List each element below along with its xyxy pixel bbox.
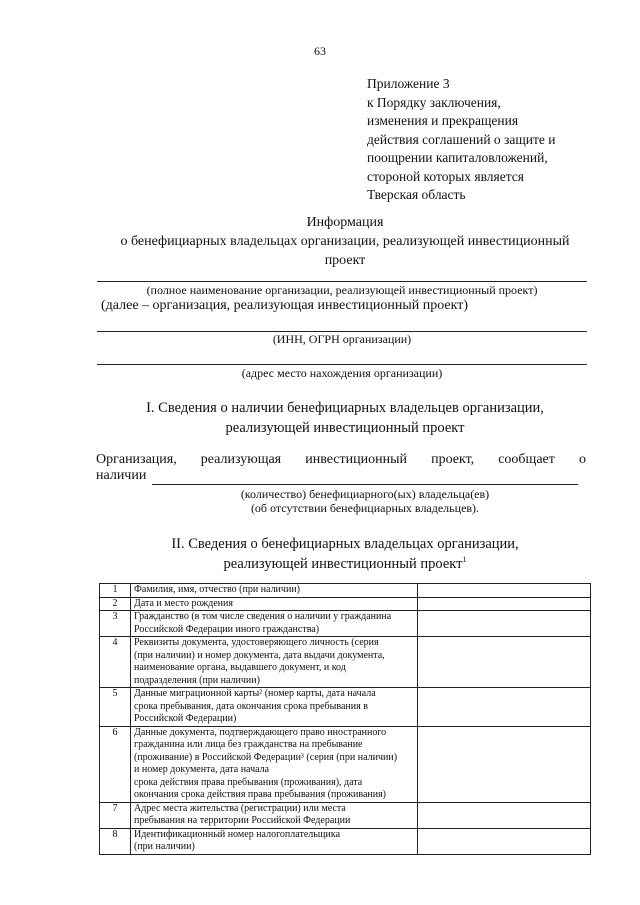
row-label-line: Адрес места жительства (регистрации) или места	[134, 802, 346, 814]
row-label-line: (проживание) в Российской Федерации³ (серия (при наличии)	[134, 751, 398, 763]
row-label-line: Гражданство (в том числе сведения о наличии у гражданина	[134, 611, 392, 622]
row-label	[131, 611, 418, 637]
section2-line: II. Сведения о бенефициарных владельцах организации,	[171, 536, 519, 552]
para-word: Организация,	[96, 452, 177, 467]
table-row	[100, 584, 591, 598]
row-number: 5	[100, 688, 131, 727]
paragraph-line2	[96, 468, 586, 488]
section2-heading	[90, 534, 600, 574]
row-label	[131, 726, 418, 802]
row-label-line: Фамилия, имя, отчество (при наличии)	[134, 584, 300, 595]
row-label-line: (при наличии)	[134, 841, 195, 852]
row-label-line: Дата и место рождения	[134, 597, 233, 609]
row-value-cell[interactable]	[418, 597, 591, 611]
row-value-cell[interactable]	[418, 688, 591, 727]
row-number: 8	[100, 828, 131, 854]
table-row	[100, 611, 591, 637]
appendix-line: поощрении капиталовложений,	[367, 150, 548, 165]
row-label	[131, 584, 418, 598]
row-label-line: наименование органа, выдавшего документ, и код	[134, 662, 346, 673]
row-label-line: Данные миграционной карты² (номер карты, дата начала	[134, 688, 376, 699]
row-label-line: Реквизиты документа, удостоверяющего личность (серия	[134, 637, 379, 648]
row-label-line: срока действия права пребывания (проживания), дата	[134, 776, 363, 788]
row-label	[131, 802, 418, 828]
row-number: 7	[100, 802, 131, 828]
table-row	[100, 637, 591, 688]
appendix-line: действия соглашений о защите и	[367, 131, 556, 147]
paragraph	[96, 452, 586, 488]
footnote-mark: 1	[462, 555, 467, 565]
beneficiary-table	[99, 583, 591, 855]
section1-heading	[90, 398, 600, 438]
para-word: сообщает	[498, 452, 555, 467]
table-row	[100, 802, 591, 828]
row-label-line: срока пребывания, дата окончания срока пребывания в	[134, 700, 368, 712]
row-number: 4	[100, 637, 131, 688]
para-word: проект,	[431, 452, 475, 467]
appendix-line: к Порядку заключения,	[367, 94, 501, 110]
para-word: о	[578, 452, 586, 467]
para-word: инвестиционный	[305, 452, 407, 467]
para-word: реализующая	[200, 452, 282, 467]
section2-line-text: реализующей инвестиционный проект	[223, 556, 463, 572]
org-name-line	[97, 281, 587, 282]
row-label-line: гражданина или лица без гражданства на пребывание	[134, 739, 363, 750]
row-number: 2	[100, 597, 131, 611]
row-label	[131, 597, 418, 611]
row-number: 3	[100, 611, 131, 637]
page-number: 63	[314, 44, 326, 58]
row-value-cell[interactable]	[418, 637, 591, 688]
table-row	[100, 828, 591, 854]
row-value-cell[interactable]	[418, 584, 591, 598]
title-line: о бенефициарных владельцах организации, реализующей инвестиционный	[120, 234, 570, 249]
appendix-line: изменения и прекращения	[367, 113, 519, 128]
appendix-line: Тверская область	[367, 187, 466, 202]
row-label-line: пребывания на территории Российской Федерации	[134, 815, 351, 826]
address-line	[97, 364, 587, 365]
count-caption: (количество) бенефициарного(ых) владельца(ев)	[240, 487, 490, 501]
para-prefix: наличии	[96, 468, 147, 483]
row-label-line: и номер документа, дата начала	[134, 764, 270, 775]
section1-line: реализующей инвестиционный проект	[225, 420, 465, 436]
row-label	[131, 637, 418, 688]
row-label	[131, 828, 418, 854]
appendix-line: стороной которых является	[367, 168, 525, 184]
table-row	[100, 597, 591, 611]
row-label	[131, 688, 418, 727]
org-short-text: (далее – организация, реализующая инвестиционный проект)	[101, 298, 469, 313]
appendix-block	[367, 75, 555, 205]
row-label-line: Данные документа, подтверждающего право иностранного	[134, 726, 387, 738]
row-value-cell[interactable]	[418, 726, 591, 802]
address-caption: (адрес место нахождения организации)	[241, 366, 443, 380]
document-title	[90, 213, 600, 270]
count-line	[152, 484, 578, 485]
absence-caption: (об отсутствии бенефициарных владельцев).	[250, 501, 480, 515]
title-line: проект	[324, 253, 366, 268]
table-row	[100, 688, 591, 727]
org-name-caption: (полное наименование организации, реализующей инвестиционный проект)	[146, 283, 538, 297]
section2-line	[90, 554, 600, 574]
table-row	[100, 726, 591, 802]
title-line: Информация	[306, 215, 384, 230]
row-value-cell[interactable]	[418, 802, 591, 828]
row-number: 6	[100, 726, 131, 802]
row-number: 1	[100, 584, 131, 598]
row-label-line: Российской Федерации иного гражданства)	[134, 623, 320, 635]
row-label-line: подразделения (при наличии)	[134, 674, 260, 686]
row-value-cell[interactable]	[418, 611, 591, 637]
paragraph-line1	[96, 452, 586, 468]
row-label-line: (при наличии) и номер документа, дата выдачи документа,	[134, 649, 385, 661]
row-label-line: Идентификационный номер налогоплательщика	[134, 828, 341, 840]
row-value-cell[interactable]	[418, 828, 591, 854]
row-label-line: окончания срока действия права пребывания (проживания)	[134, 789, 387, 800]
section1-line: I. Сведения о наличии бенефициарных владельцев организации,	[146, 400, 544, 416]
row-label-line: Российской Федерации)	[134, 713, 237, 724]
inn-caption: (ИНН, ОГРН организации)	[272, 332, 412, 346]
appendix-line: Приложение 3	[367, 76, 450, 91]
